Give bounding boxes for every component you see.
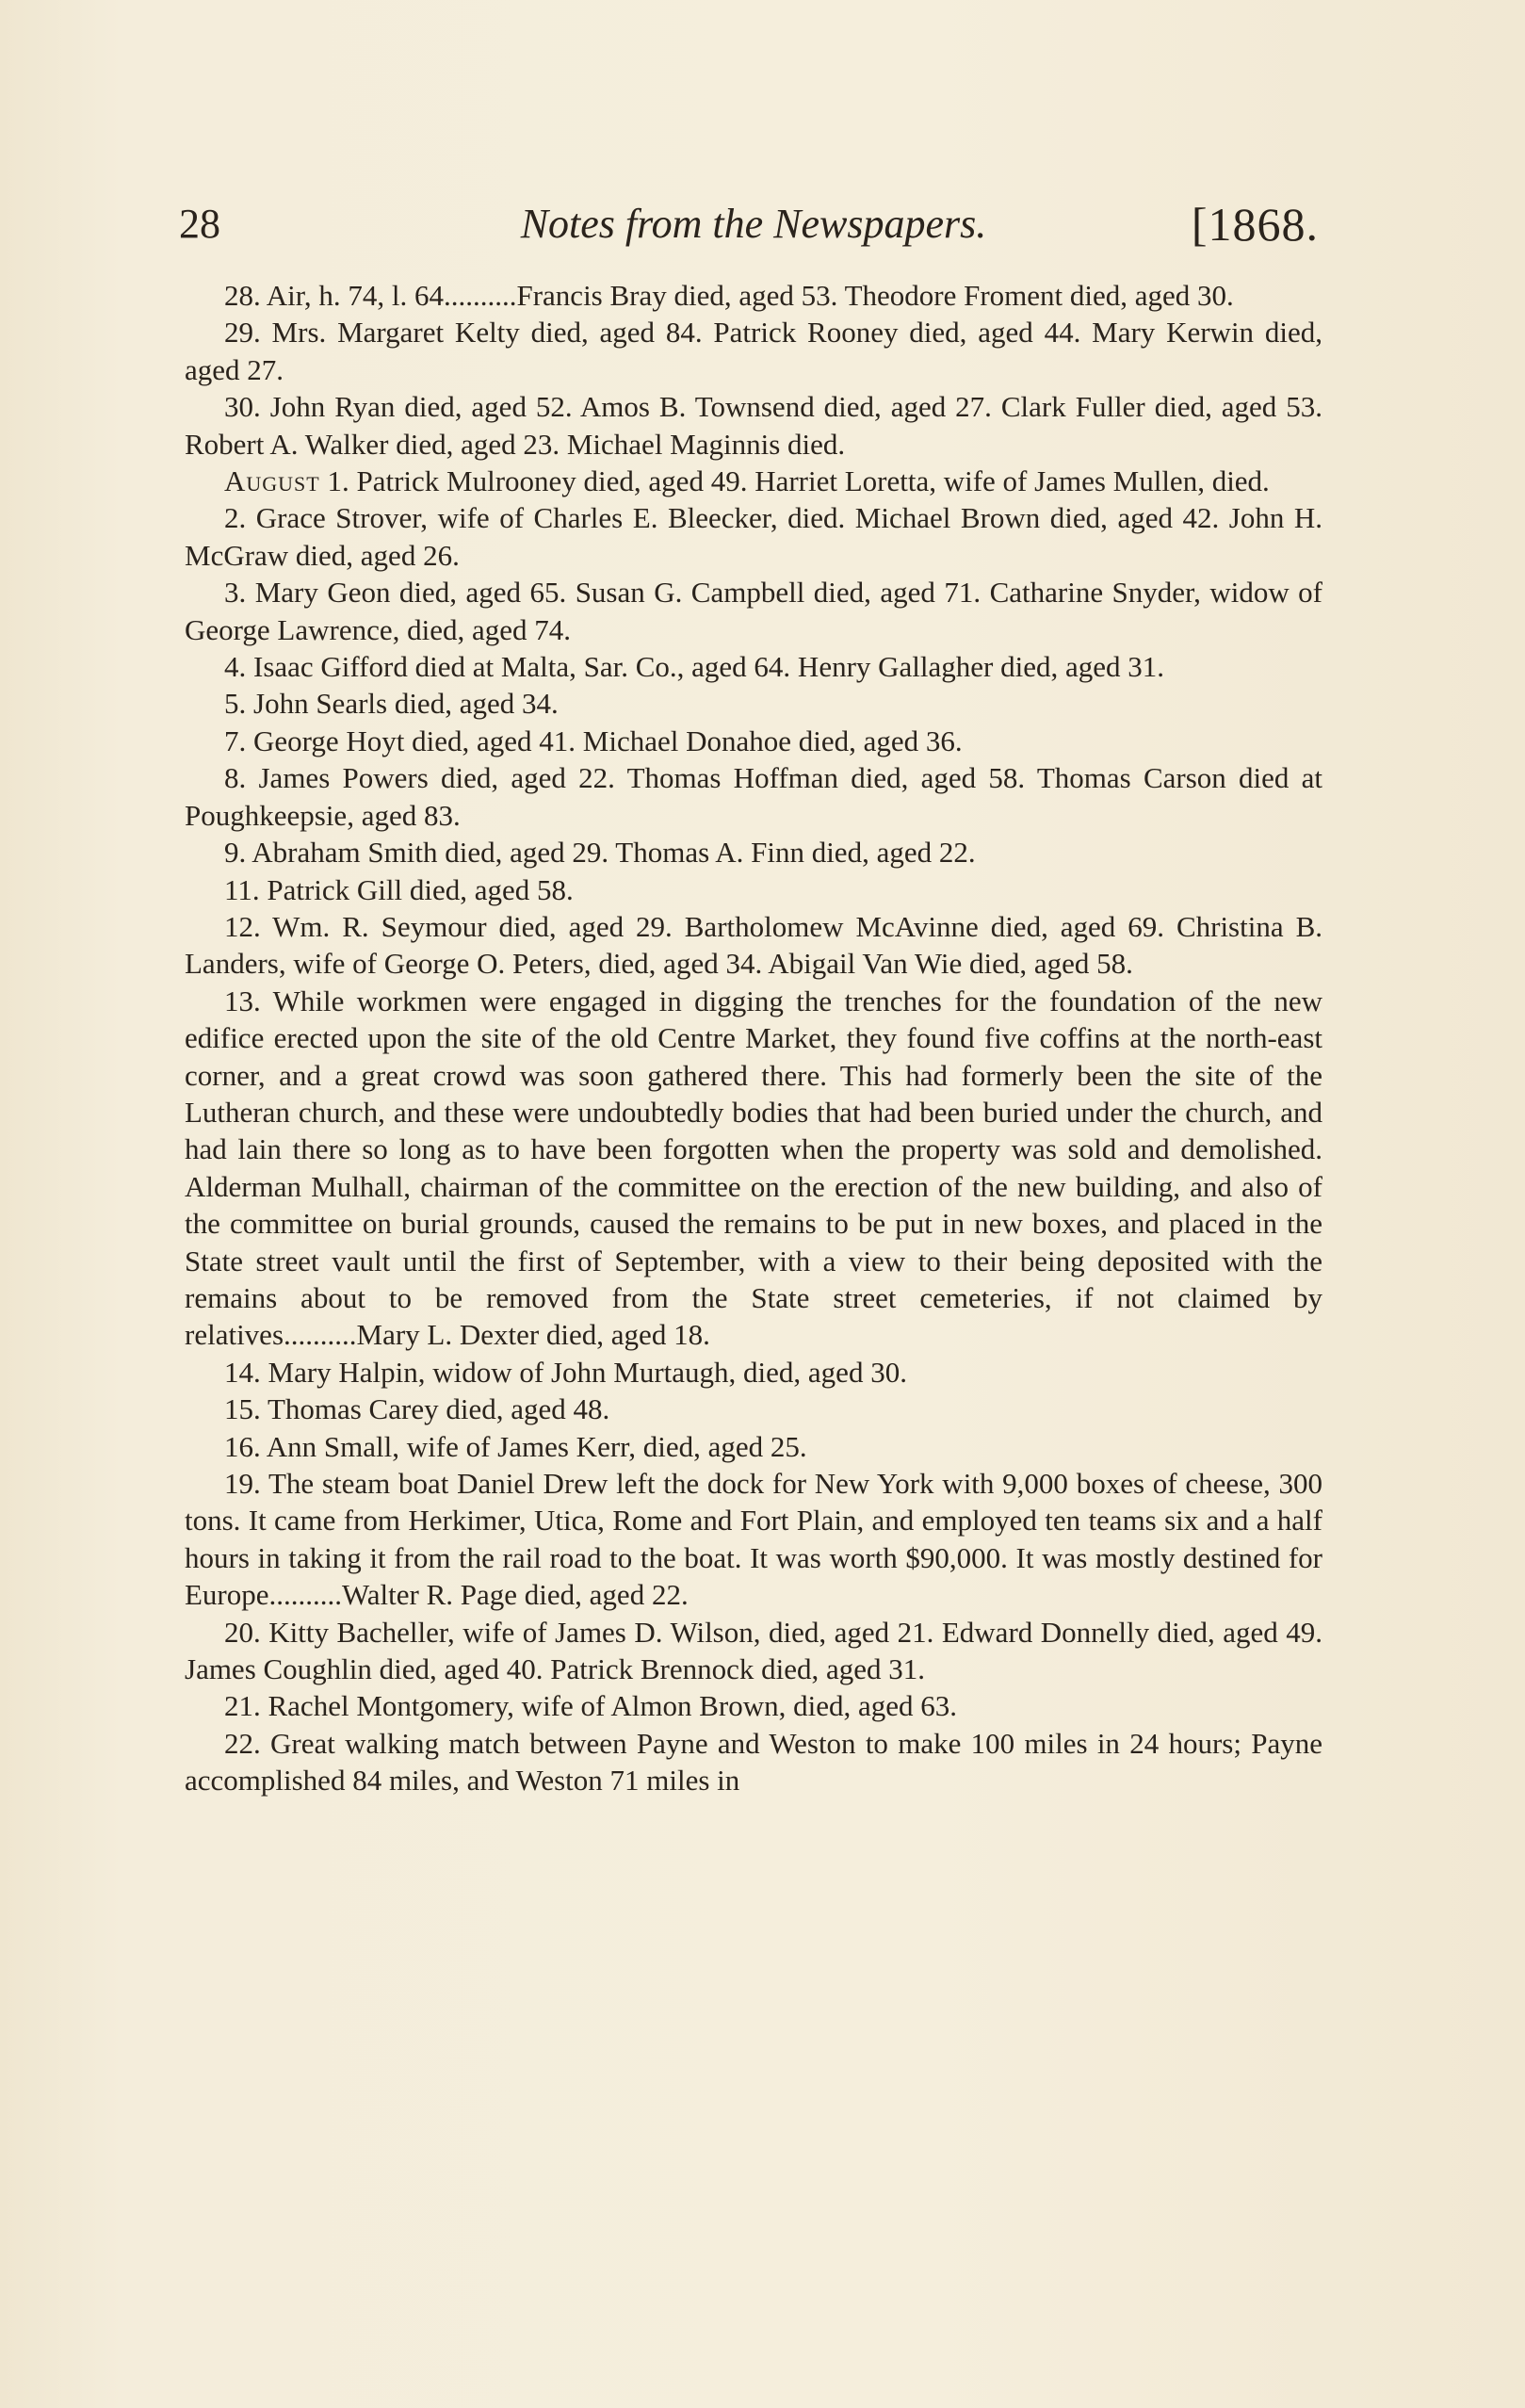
running-title: Notes from the Newspapers.	[520, 201, 987, 247]
entry-august-1	[185, 463, 1322, 499]
entry-30: 30. John Ryan died, aged 52. Amos B. Townsend died, aged 27. Clark Fuller died, aged 53. Robert A. Walker died, aged 23. Michael Maginnis died.	[185, 390, 1322, 461]
entry-21: 21. Rachel Montgomery, wife of Almon Brown, died, aged 63.	[224, 1689, 958, 1723]
entry-7: 7. George Hoyt died, aged 41. Michael Donahoe died, aged 36.	[224, 724, 963, 757]
entry-15: 15. Thomas Carey died, aged 48.	[224, 1392, 610, 1426]
entry-text: 1. Patrick Mulrooney died, aged 49. Harriet Loretta, wife of James Mullen, died.	[319, 464, 1270, 498]
entry-11: 11. Patrick Gill died, aged 58.	[224, 872, 574, 906]
entry-13: 13. While workmen were engaged in digging the trenches for the foundation of the new edifice erected upon the site of the old Centre Market, they found five coffins at the north-east corner, and a great crowd was soon gathered there. This had formerly been the site of the Lutheran church, and these were undoubtedly bodies that had been buried under the church, and had lain there so long as to have been forgotten when the property was sold and demolished. Alderman Mulhall, chairman of the committee on the erection of the new building, and also of the committee on burial grounds, caused the remains to be put in new boxes, and placed in the State street vault until the first of September, with a view to their being deposited with the remains about to be removed from the State street cemeteries, if not claimed by relatives..........Mary L. Dexter died, aged 18.	[185, 984, 1322, 1352]
entry-16: 16. Ann Small, wife of James Kerr, died, aged 25.	[224, 1429, 807, 1463]
page-header	[179, 196, 1319, 252]
month-heading: August	[224, 464, 320, 498]
entry-14: 14. Mary Halpin, widow of John Murtaugh, died, aged 30.	[224, 1355, 907, 1389]
entry-5: 5. John Searls died, aged 34.	[224, 687, 559, 721]
entry-8: 8. James Powers died, aged 22. Thomas Hoffman died, aged 58. Thomas Carson died at Poughkeepsie, aged 83.	[185, 761, 1322, 832]
entry-28: 28. Air, h. 74, l. 64..........Francis Bray died, aged 53. Theodore Froment died, aged 30.	[224, 279, 1234, 312]
year-label: [1868.	[1191, 198, 1319, 251]
entry-2: 2. Grace Strover, wife of Charles E. Bleecker, died. Michael Brown died, aged 42. John H. McGraw died, aged 26.	[185, 501, 1322, 572]
entry-19: 19. The steam boat Daniel Drew left the dock for New York with 9,000 boxes of cheese, 300 tons. It came from Herkimer, Utica, Rome and Fort Plain, and employed ten teams six and a half hours in taking it from the rail road to the boat. It was worth $90,000. It was mostly destined for Europe..........Walter R. Page died, aged 22.	[185, 1467, 1322, 1612]
page-body	[185, 277, 1322, 1799]
entry-20: 20. Kitty Bacheller, wife of James D. Wilson, died, aged 21. Edward Donnelly died, aged 49. James Coughlin died, aged 40. Patrick Brennock died, aged 31.	[185, 1615, 1322, 1686]
entry-22: 22. Great walking match between Payne and Weston to make 100 miles in 24 hours; Payne accomplished 84 miles, and Weston 71 miles in	[185, 1726, 1322, 1798]
entry-4: 4. Isaac Gifford died at Malta, Sar. Co., aged 64. Henry Gallagher died, aged 31.	[224, 650, 1165, 684]
page-number: 28	[179, 201, 220, 247]
entry-9: 9. Abraham Smith died, aged 29. Thomas A. Finn died, aged 22.	[224, 836, 976, 870]
entry-3: 3. Mary Geon died, aged 65. Susan G. Campbell died, aged 71. Catharine Snyder, widow of George Lawrence, died, aged 74.	[185, 576, 1322, 646]
entry-12: 12. Wm. R. Seymour died, aged 29. Bartholomew McAvinne died, aged 69. Christina B. Landers, wife of George O. Peters, died, aged 34. Abigail Van Wie died, aged 58.	[185, 909, 1322, 981]
entry-29: 29. Mrs. Margaret Kelty died, aged 84. Patrick Rooney died, aged 44. Mary Kerwin died, aged 27.	[185, 316, 1322, 386]
